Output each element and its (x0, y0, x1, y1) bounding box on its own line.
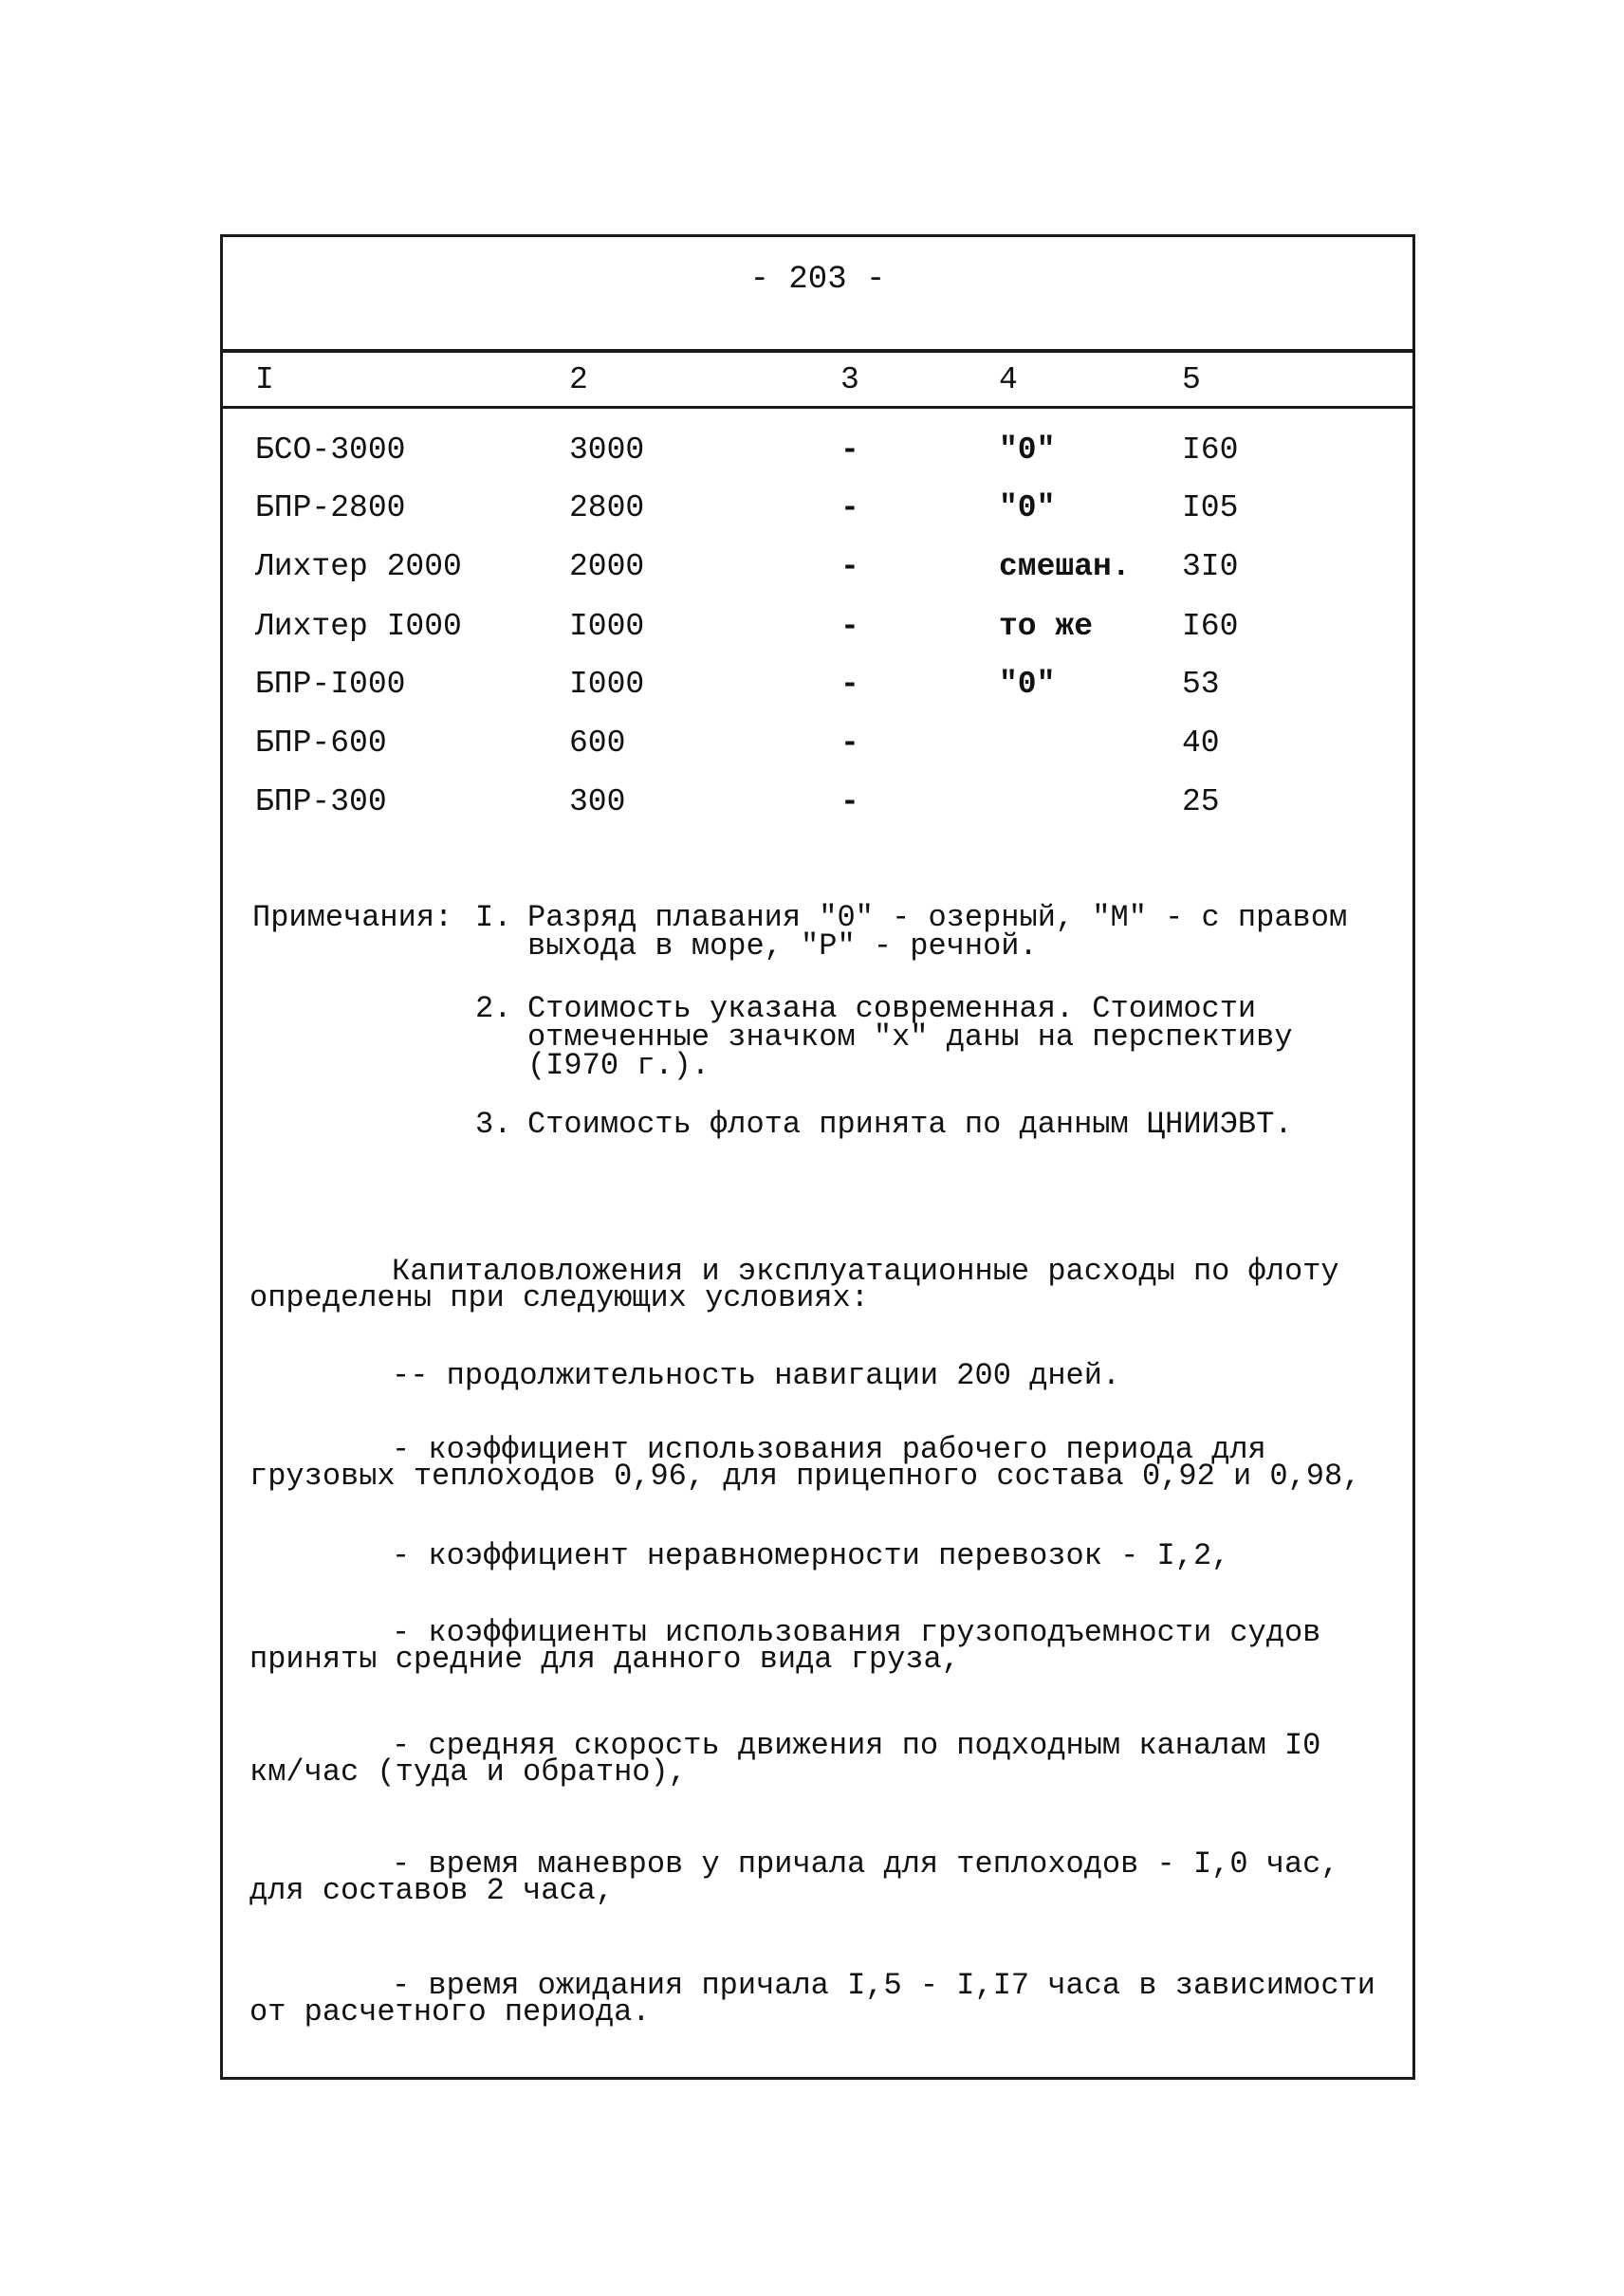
capacity: 3000 (569, 432, 645, 468)
table-header-rule (220, 406, 1415, 409)
col3-value: - (840, 784, 859, 819)
table-row (223, 432, 1412, 480)
table-row (223, 549, 1412, 597)
condition-item: - время маневров у причала для теплоходов - I,0 час, для составов 2 часа, (249, 1846, 1339, 1908)
note-text: Стоимость указана современная. Стоимости отмеченные значком "х" даны на перспективу (I970 г.). (527, 991, 1293, 1083)
table-row (223, 784, 1412, 832)
body-paragraph: Капиталовложения и эксплуатационные расходы по флоту определены при следующих условиях: (249, 1254, 1339, 1315)
table-row (223, 490, 1412, 538)
cost-value: 53 (1182, 667, 1220, 702)
capacity: I000 (569, 609, 645, 644)
cost-value: I60 (1182, 432, 1239, 468)
col3-value: - (840, 609, 859, 644)
column-header-5: 5 (1182, 362, 1201, 397)
vessel-name: БСО-3000 (255, 432, 406, 468)
navigation-class: "0" (999, 667, 1056, 702)
capacity: 300 (569, 784, 626, 819)
vessel-name: Лихтер 2000 (255, 549, 462, 584)
condition-item: - коэффициент использования рабочего периода для грузовых теплоходов 0,96, для прицепного состава 0,92 и 0,98, (249, 1432, 1361, 1494)
navigation-class: то же (999, 609, 1094, 644)
capacity: 2000 (569, 549, 645, 584)
cost-value: I60 (1182, 609, 1239, 644)
table-top-rule (220, 349, 1415, 353)
condition-item: - средняя скорость движения по подходным каналам I0 км/час (туда и обратно), (249, 1728, 1321, 1790)
vessel-name: БПР-I000 (255, 667, 406, 702)
capacity: 2800 (569, 490, 645, 525)
cost-value: 40 (1182, 726, 1220, 761)
page-frame (220, 234, 1415, 2080)
vessel-name: БПР-2800 (255, 490, 406, 525)
capacity: 600 (569, 726, 626, 761)
cost-value: 25 (1182, 784, 1220, 819)
note-number: 2. (475, 991, 512, 1026)
capacity: I000 (569, 667, 645, 702)
note-number: I. (475, 900, 512, 935)
cost-value: I05 (1182, 490, 1239, 525)
condition-item: -- продолжительность навигации 200 дней. (392, 1358, 1121, 1393)
col3-value: - (840, 490, 859, 525)
cost-value: 3I0 (1182, 549, 1239, 584)
column-header-2: 2 (569, 362, 588, 397)
column-header-1: I (255, 362, 274, 397)
vessel-name: БПР-300 (255, 784, 387, 819)
col3-value: - (840, 667, 859, 702)
table-row (223, 609, 1412, 656)
navigation-class: "0" (999, 432, 1056, 468)
vessel-name: Лихтер I000 (255, 609, 462, 644)
table-row (223, 726, 1412, 773)
column-header-4: 4 (999, 362, 1018, 397)
vessel-name: БПР-600 (255, 726, 387, 761)
col3-value: - (840, 432, 859, 468)
col3-value: - (840, 549, 859, 584)
table-row (223, 667, 1412, 714)
column-header-3: 3 (840, 362, 859, 397)
note-number: 3. (475, 1107, 512, 1142)
navigation-class: "0" (999, 490, 1056, 525)
notes-label: Примечания: (252, 900, 453, 935)
note-text: Разряд плавания "0" - озерный, "М" - с правом выхода в море, "Р" - речной. (527, 900, 1348, 964)
condition-item: - время ожидания причала I,5 - I,I7 часа в зависимости от расчетного периода. (249, 1968, 1375, 2030)
condition-item: - коэффициенты использования грузоподъемности судов приняты средние для данного вида груза, (249, 1615, 1321, 1677)
navigation-class: смешан. (999, 549, 1131, 584)
note-text: Стоимость флота принята по данным ЦНИИЭВТ. (527, 1107, 1293, 1142)
condition-item: - коэффициент неравномерности перевозок - I,2, (392, 1538, 1230, 1573)
page-number: - 203 - (749, 262, 886, 298)
col3-value: - (840, 726, 859, 761)
